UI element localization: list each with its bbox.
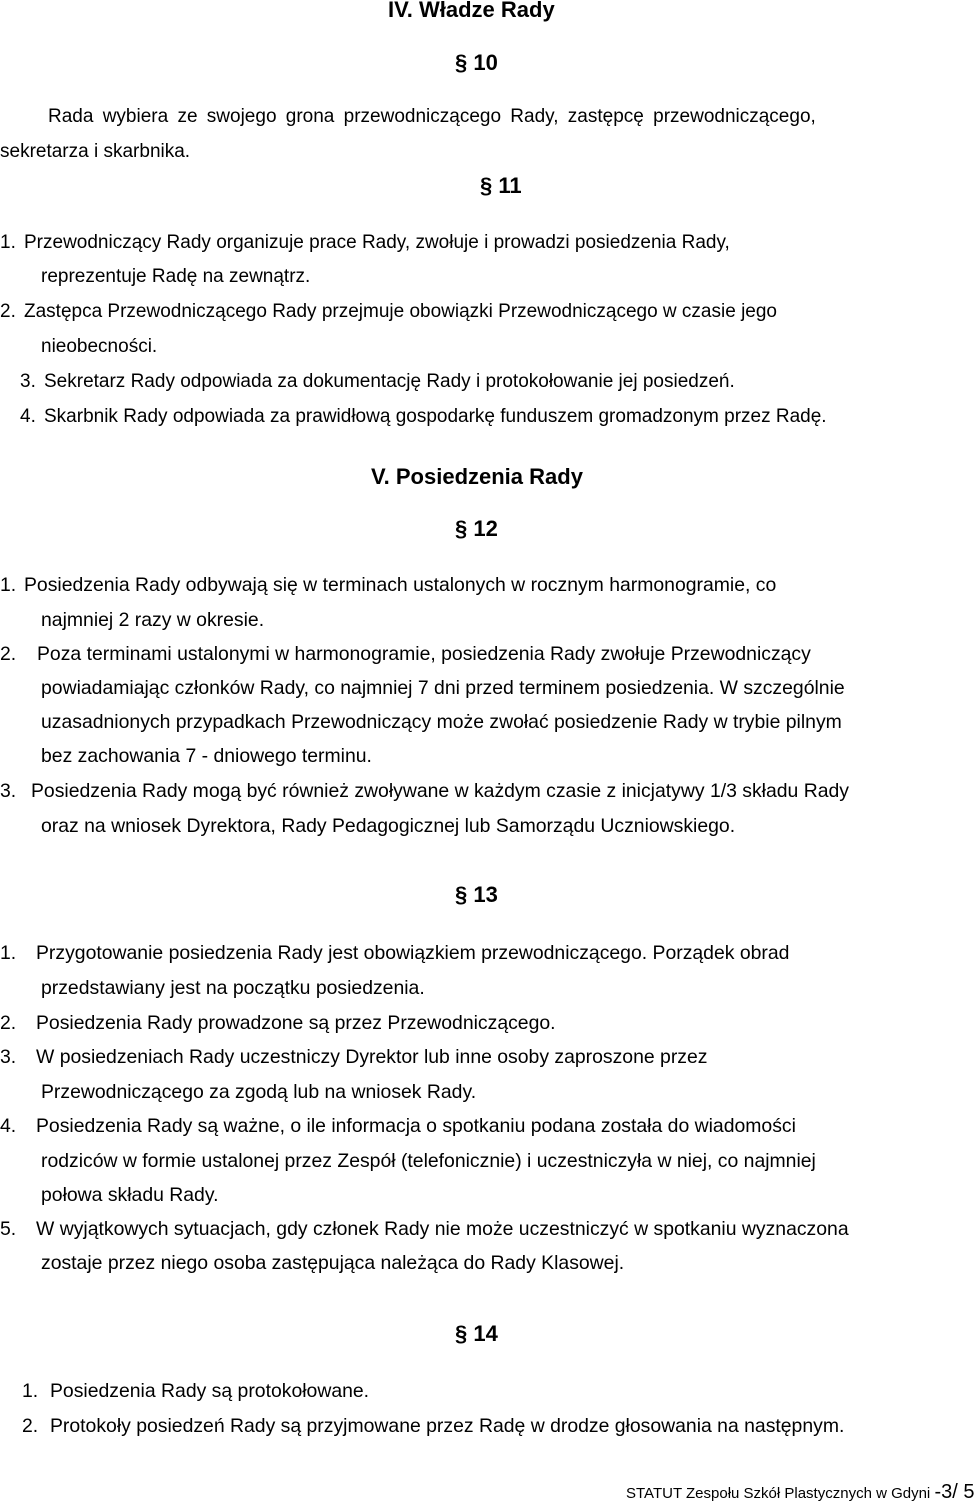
item-text: Posiedzenia Rady mogą być również zwoływane w każdym czasie z inicjatywy 1/3 składu Rady bbox=[31, 780, 849, 802]
section-mark-10: § 10 bbox=[455, 50, 498, 75]
chapter-heading-4: IV. Władze Rady bbox=[388, 0, 555, 22]
item-number: 3. bbox=[0, 780, 17, 802]
s10-text-line2: sekretarza i skarbnika. bbox=[0, 141, 191, 162]
item-text: oraz na wniosek Dyrektora, Rady Pedagogicznej lub Samorządu Uczniowskiego. bbox=[41, 815, 736, 837]
section-mark-11: § 11 bbox=[480, 173, 522, 198]
item-text: Poza terminami ustalonymi w harmonogramie, posiedzenia Rady zwołuje Przewodniczący bbox=[37, 643, 811, 665]
item-number: 4. bbox=[0, 1115, 17, 1137]
item-text: nieobecności. bbox=[41, 336, 158, 357]
item-text: W posiedzeniach Rady uczestniczy Dyrektor lub inne osoby zaproszone przez bbox=[36, 1046, 708, 1068]
page-footer bbox=[626, 1481, 974, 1504]
item-text: Posiedzenia Rady są ważne, o ile informacja o spotkaniu podana została do wiadomości bbox=[36, 1115, 796, 1137]
footer-page-number: -3/ 5 bbox=[934, 1481, 974, 1503]
item-text: zostaje przez niego osoba zastępująca należąca do Rady Klasowej. bbox=[41, 1252, 625, 1274]
item-number: 5. bbox=[0, 1218, 17, 1240]
item-text: Posiedzenia Rady odbywają się w terminach ustalonych w rocznym harmonogramie, co bbox=[24, 574, 777, 596]
item-number: 1. bbox=[0, 574, 17, 596]
item-text: najmniej 2 razy w okresie. bbox=[41, 609, 265, 631]
item-text: Przewodniczącego za zgodą lub na wniosek Rady. bbox=[41, 1081, 477, 1103]
item-number: 3. bbox=[20, 371, 36, 392]
item-number: 2. bbox=[0, 643, 17, 665]
item-number: 2. bbox=[0, 1012, 17, 1034]
item-text: Przygotowanie posiedzenia Rady jest obowiązkiem przewodniczącego. Porządek obrad bbox=[36, 942, 790, 964]
item-text: W wyjątkowych sytuacjach, gdy członek Rady nie może uczestniczyć w spotkaniu wyznaczona bbox=[36, 1218, 849, 1240]
item-text: Skarbnik Rady odpowiada za prawidłową gospodarkę funduszem gromadzonym przez Radę. bbox=[44, 406, 827, 427]
item-text: Protokoły posiedzeń Rady są przyjmowane przez Radę w drodze głosowania na następnym. bbox=[50, 1415, 845, 1437]
item-text: Zastępca Przewodniczącego Rady przejmuje obowiązki Przewodniczącego w czasie jego bbox=[24, 301, 777, 322]
item-text: reprezentuje Radę na zewnątrz. bbox=[41, 266, 311, 287]
item-number: 4. bbox=[20, 406, 36, 427]
item-text: Przewodniczący Rady organizuje prace Rady, zwołuje i prowadzi posiedzenia Rady, bbox=[24, 232, 730, 253]
item-text: powiadamiając członków Rady, co najmniej 7 dni przed terminem posiedzenia. W szczególnie bbox=[41, 677, 845, 699]
item-text: Sekretarz Rady odpowiada za dokumentację Rady i protokołowanie jej posiedzeń. bbox=[44, 371, 735, 392]
item-text: Posiedzenia Rady prowadzone są przez Przewodniczącego. bbox=[36, 1012, 556, 1034]
s10-text-line1: Rada wybiera ze swojego grona przewodniczącego Rady, zastępcę przewodniczącego, bbox=[48, 106, 816, 127]
item-text: połowa składu Rady. bbox=[41, 1184, 219, 1206]
item-number: 1. bbox=[0, 232, 16, 253]
chapter-heading-5: V. Posiedzenia Rady bbox=[371, 464, 583, 489]
item-number: 2. bbox=[0, 301, 16, 322]
item-number: 1. bbox=[22, 1380, 39, 1402]
item-text: przedstawiany jest na początku posiedzenia. bbox=[41, 977, 425, 999]
section-mark-12: § 12 bbox=[455, 516, 498, 541]
section-mark-13: § 13 bbox=[455, 882, 498, 907]
item-text: uzasadnionych przypadkach Przewodniczący może zwołać posiedzenie Rady w trybie pilnym bbox=[41, 711, 842, 733]
item-text: Posiedzenia Rady są protokołowane. bbox=[50, 1380, 370, 1402]
item-number: 3. bbox=[0, 1046, 17, 1068]
item-text: rodziców w formie ustalonej przez Zespół (telefonicznie) i uczestniczyła w niej, co najmniej bbox=[41, 1150, 816, 1172]
item-text: bez zachowania 7 - dniowego terminu. bbox=[41, 745, 372, 767]
item-number: 2. bbox=[22, 1415, 39, 1437]
footer-doc-title: STATUT Zespołu Szkół Plastycznych w Gdyni bbox=[626, 1485, 931, 1502]
item-number: 1. bbox=[0, 942, 17, 964]
section-mark-14: § 14 bbox=[455, 1321, 498, 1346]
